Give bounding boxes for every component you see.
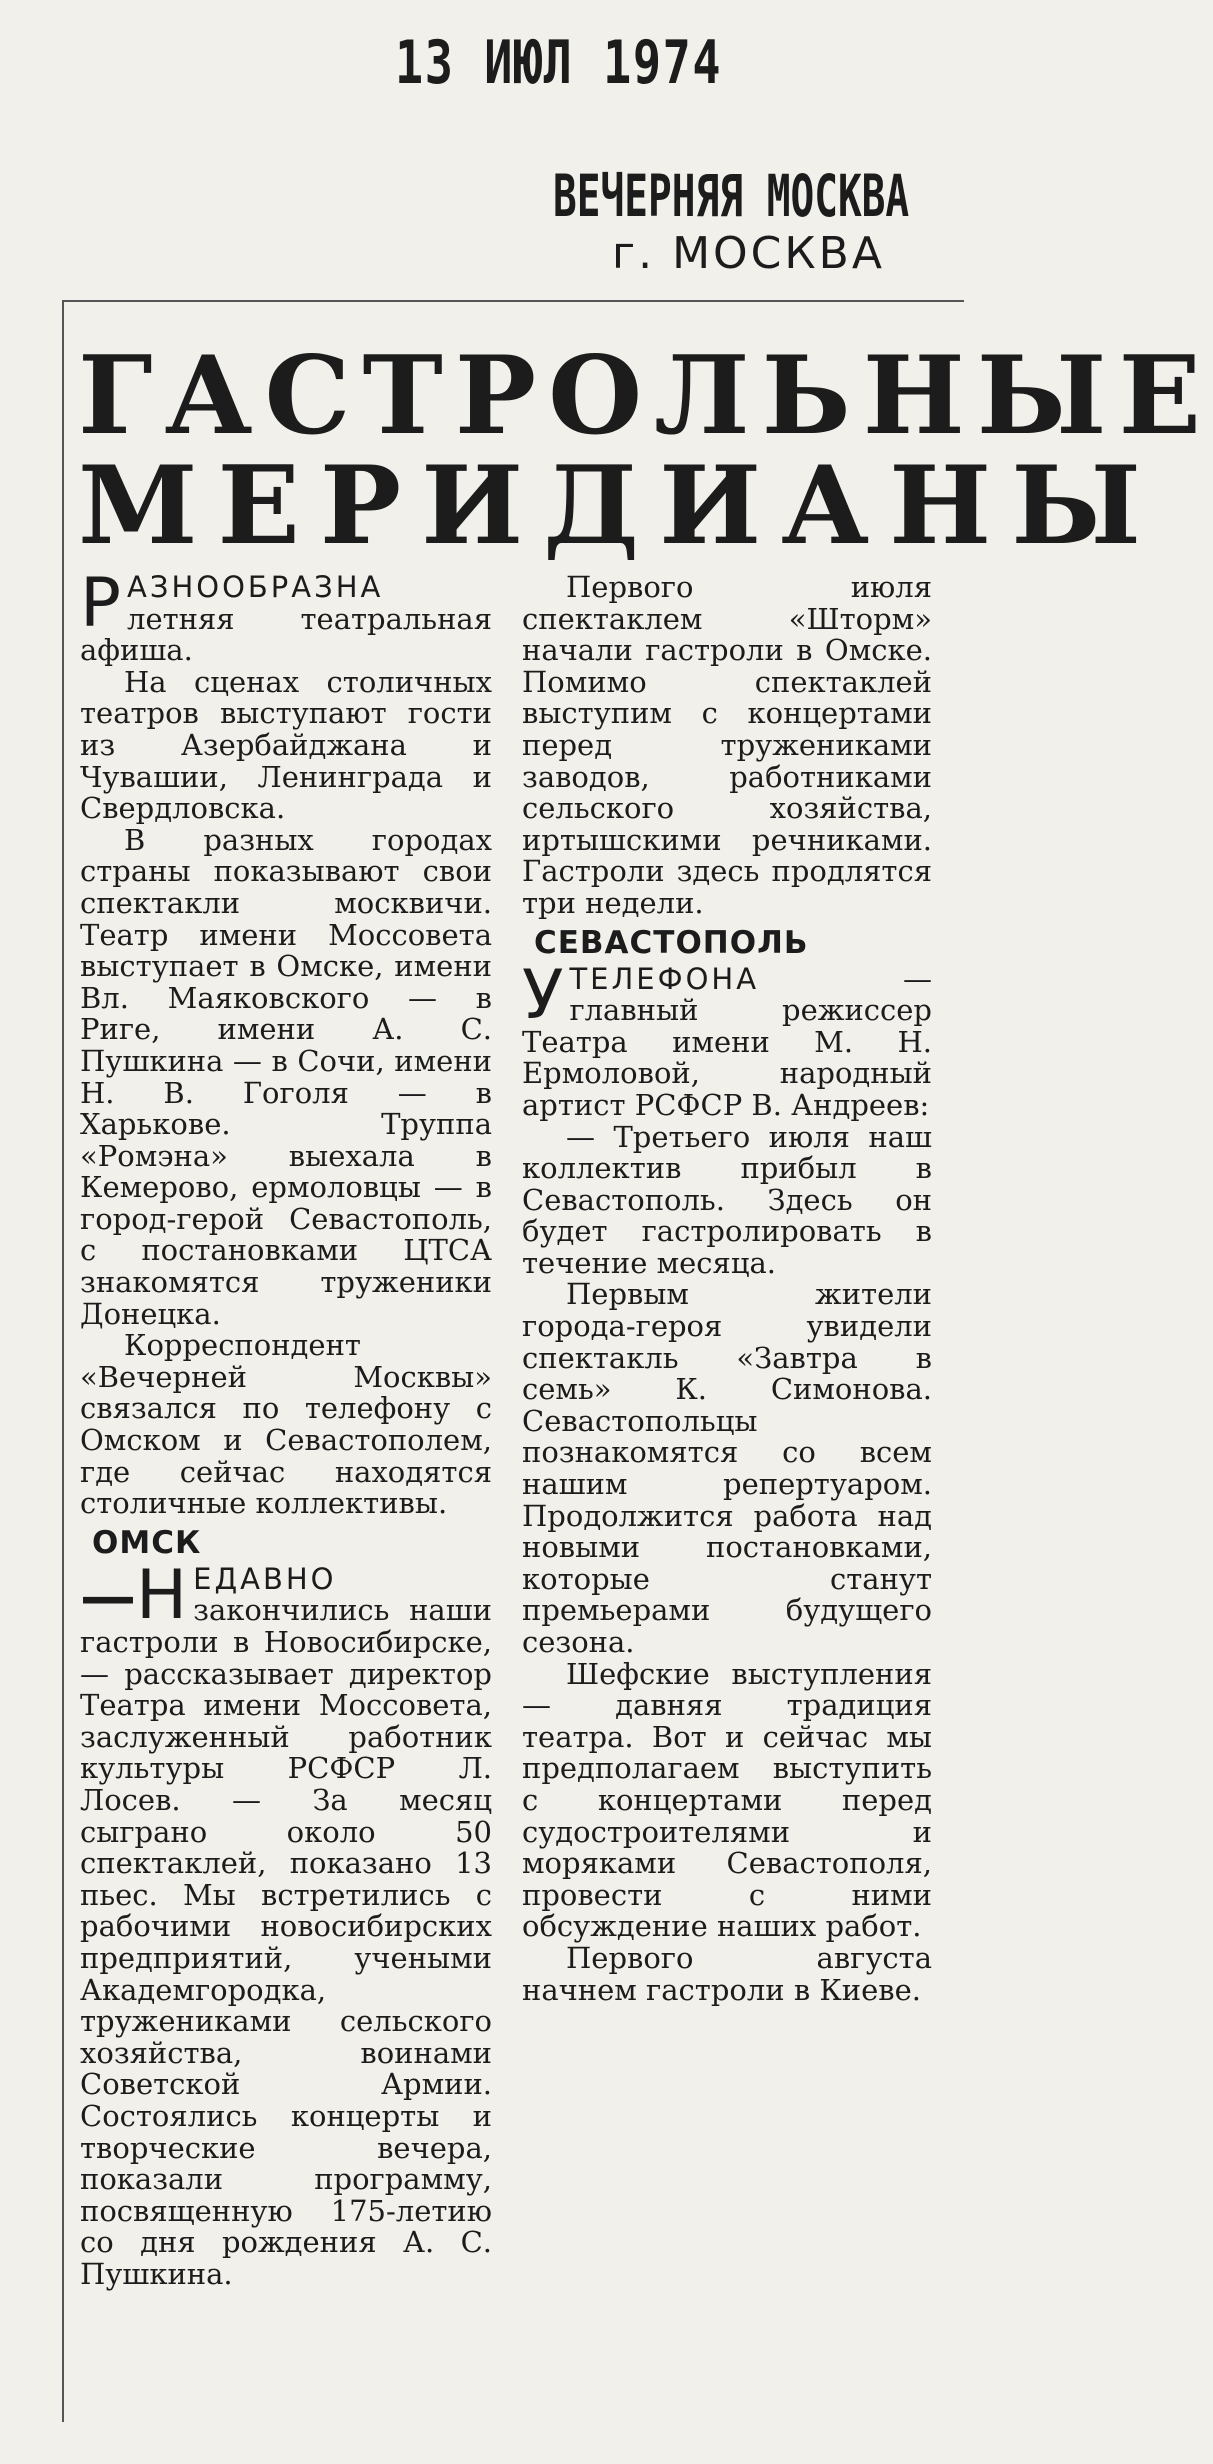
section-heading-omsk: ОМСК [92, 1524, 202, 1561]
intro-text: летняя театральная афиша. [80, 601, 492, 668]
sev-text: — главный режиссер Театра имени М. Н. Ермоловой, народный артист РСФСР В. Андреев: [522, 961, 932, 1122]
lead-word: ЕДАВНО [193, 1561, 337, 1596]
intro-paragraph [80, 564, 492, 668]
omsk-text: закончились наши гастроли в Новосибирске, — рассказывает директор Театра имени Моссовета, заслуженный работник культуры РСФСР Л. Лосев. — За месяц сыграно около 50 спектаклей, показано 13 пьес. Мы встретились с рабочими новосибирских предприятий, учеными Академгородка, тружениками сельского хозяйства, воинами Советской Армии. Состоялись концерты и творческие вечера, показали программу, посвященную 175-летию со дня рождения А. С. Пушкина. [80, 1593, 492, 2291]
paragraph: Первого августа начнем гастроли в Киеве. [522, 1940, 932, 2007]
headline-line-2: МЕРИДИАНЫ [78, 443, 1161, 569]
headline-line-1: ГАСТРОЛЬНЫЕ [78, 333, 1213, 459]
omsk-paragraph [80, 1555, 492, 2291]
paragraph: Корреспондент «Вечерней Москвы» связался по телефону с Омском и Севастополем, где сейчас находятся столичные коллективы. [80, 1328, 492, 1521]
paragraph: Первого июля спектаклем «Шторм» начали гастроли в Омске. Помимо спектаклей выступим с концертами перед тружениками заводов, работниками сельского хозяйства, иртышскими речниками. Гастроли здесь продлятся три недели. [522, 570, 932, 920]
date-stamp: 13 ИЮЛ 1974 [395, 28, 723, 98]
city-stamp: г. МОСКВА [612, 228, 885, 279]
section-heading-sevastopol: СЕВАСТОПОЛЬ [534, 924, 809, 961]
drop-cap: У [522, 955, 564, 1035]
lead-word: АЗНООБРАЗНА [127, 570, 384, 604]
sevastopol-paragraph [522, 955, 932, 1122]
column-right [522, 572, 932, 2006]
paragraph: На сценах столичных театров выступают гости из Азербайджана и Чувашии, Ленинграда и Свердловска. [80, 664, 492, 826]
paragraph: — Третьего июля наш коллектив прибыл в Севастополь. Здесь он будет гастролировать в течение месяца. [522, 1119, 932, 1280]
dash: — [80, 1562, 136, 1629]
paragraph: Первым жители города-героя увидели спектакль «Завтра в семь» К. Симонова. Севастопольцы познакомятся со всем нашим репертуаром. Продолжится работа над новыми постановками, которые станут премьерами будущего сезона. [522, 1277, 932, 1659]
lead-word: ТЕЛЕФОНА [569, 961, 760, 996]
drop-cap: Н [136, 1555, 188, 1635]
paragraph: В разных городах страны показывают свои спектакли москвичи. Театр имени Моссовета выступает в Омске, имени Вл. Маяковского — в Риге, имени А. С. Пушкина — в Сочи, имени Н. В. Гоголя — в Харькове. Труппа «Ромэна» выехала в Кемерово, ермоловцы — в город-герой Севастополь, с постановками ЦТСА знакомятся труженики Донецка. [80, 822, 492, 1331]
column-left [80, 564, 492, 2291]
paragraph: Шефские выступления — давняя традиция театра. Вот и сейчас мы предполагаем выступить с концертами перед судостроителями и моряками Севастополя, провести с ними обсуждение наших работ. [522, 1656, 932, 1944]
drop-cap: Р [80, 564, 122, 643]
newspaper-clipping [62, 300, 1213, 2422]
newspaper-stamp: ВЕЧЕРНЯЯ МОСКВА [553, 162, 910, 230]
